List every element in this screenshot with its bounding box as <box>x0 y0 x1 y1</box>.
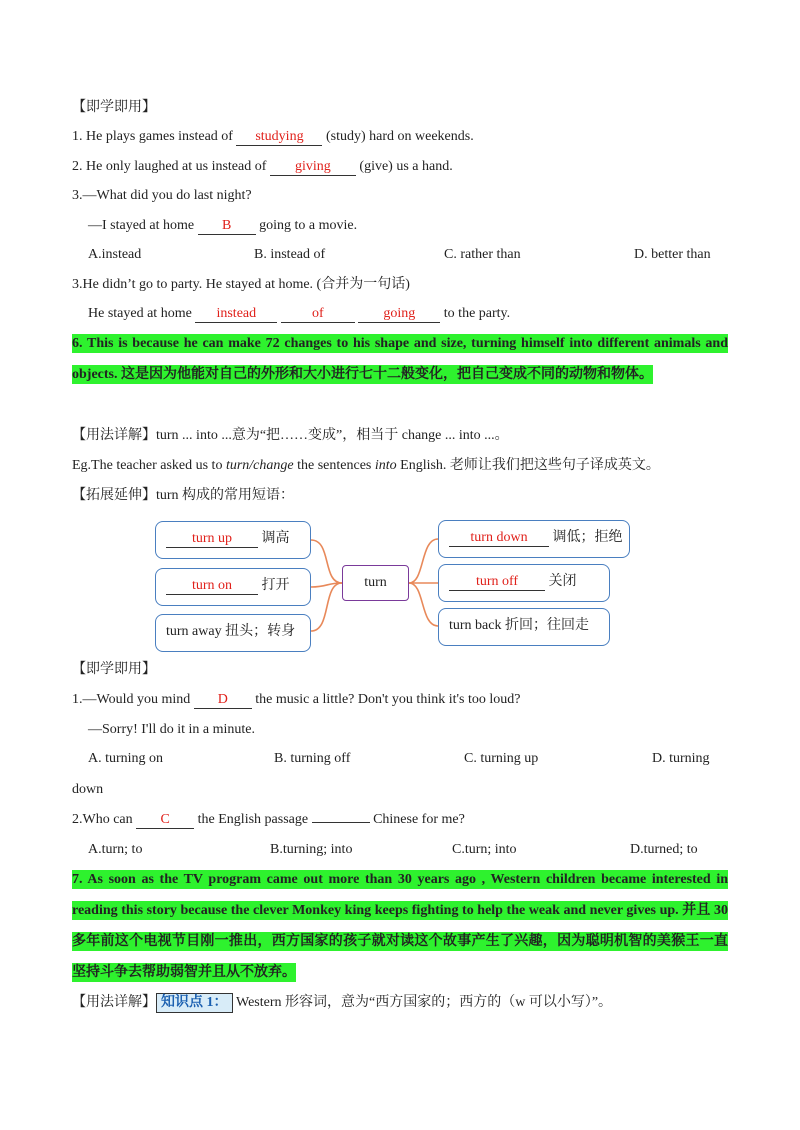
answer-text: C <box>160 812 170 827</box>
answer-text: turn up <box>191 531 233 546</box>
highlighted-sentence-6: 6. This is because he can make 72 changes to his shape and size, turning himself into different animals and objects. 这是因为他能对自己的外形和大小进行七十二般变化，把自己变成不同的动物和物体。 <box>72 336 728 382</box>
mindmap-node-turn-up: turn up 调高 <box>155 521 311 559</box>
question-6: 2.Who can C the English passage Chinese for me? <box>72 812 465 827</box>
answer-text: D <box>217 692 228 707</box>
option-d: D.turned; to <box>630 842 698 857</box>
option-a: A.turn; to <box>88 842 143 857</box>
option-c: C. rather than <box>444 247 521 262</box>
answer-text: going <box>383 306 416 321</box>
question-3-blank-line: —I stayed at home B going to a movie. <box>88 218 358 233</box>
section-header: 【即学即用】 <box>72 100 156 115</box>
mindmap-node-turn-on: turn on 打开 <box>155 568 311 606</box>
mindmap-node-turn-off: turn off 关闭 <box>438 564 610 602</box>
answer-text: turn off <box>475 574 519 589</box>
answer-text: turn down <box>470 530 528 545</box>
section-header-2: 【即学即用】 <box>72 662 156 677</box>
usage-explanation: 【用法详解】turn ... into ...意为“把……变成”，相当于 change ... into ...。 <box>72 428 509 443</box>
option-b: B. turning off <box>274 751 351 766</box>
usage-explanation-2: 【用法详解】 知识点 1： Western 形容词，意为“西方国家的；西方的（w 可以小写）”。 <box>72 993 612 1013</box>
example-sentence: Eg.The teacher asked us to turn/change the sentences into English. 老师让我们把这些句子译成英文。 <box>72 458 660 473</box>
option-c: C. turning up <box>464 751 539 766</box>
option-b: B.turning; into <box>270 842 353 857</box>
mindmap-node-turn-down: turn down 调低；拒绝 <box>438 520 630 558</box>
option-d: D. turning <box>652 751 710 766</box>
option-a: A. turning on <box>88 751 164 766</box>
option-d: D. better than <box>634 247 711 262</box>
answer-text: of <box>311 306 324 321</box>
question-5: 1.—Would you mind D the music a little? Don't you think it's too loud? <box>72 692 521 707</box>
option-b: B. instead of <box>254 247 326 262</box>
option-a: A.instead <box>88 247 142 262</box>
highlighted-sentence-7: 7. As soon as the TV program came out more than 30 years ago , Western children became interested in reading this story because the clever Monkey king keeps fighting to help the weak and never gives up. 并且 30 多年前这个电视节目刚一推出，西方国家的孩子就对读这个故事产生了兴趣，因为聪明机智的美猴王一直坚持斗争去帮助弱智并且从不放弃。 <box>72 872 728 980</box>
extension-header: 【拓展延伸】turn 构成的常用短语： <box>72 488 295 503</box>
option-d-wrap: down <box>72 782 104 797</box>
knowledge-point-tag: 知识点 1： <box>156 993 233 1013</box>
mindmap-center: turn <box>342 565 409 601</box>
question-4-blank-line: He stayed at home instead of going to the party. <box>88 306 511 321</box>
question-1: 1. He plays games instead of studying (study) hard on weekends. <box>72 129 474 144</box>
answer-text: instead <box>216 306 257 321</box>
answer-text: B <box>221 218 232 233</box>
question-3-prompt: 3.—What did you do last night? <box>72 188 252 203</box>
answer-text: giving <box>295 159 331 174</box>
mindmap-node-turn-back: turn back 折回；往回走 <box>438 608 610 646</box>
option-c: C.turn; into <box>452 842 517 857</box>
mindmap-node-turn-away: turn away 扭头；转身 <box>155 614 311 652</box>
question-5-reply: —Sorry! I'll do it in a minute. <box>88 722 256 737</box>
answer-text: turn on <box>191 578 233 593</box>
question-4-prompt: 3.He didn’t go to party. He stayed at home. (合并为一句话) <box>72 277 410 292</box>
answer-text: studying <box>255 129 304 144</box>
question-2: 2. He only laughed at us instead of giving (give) us a hand. <box>72 159 453 174</box>
